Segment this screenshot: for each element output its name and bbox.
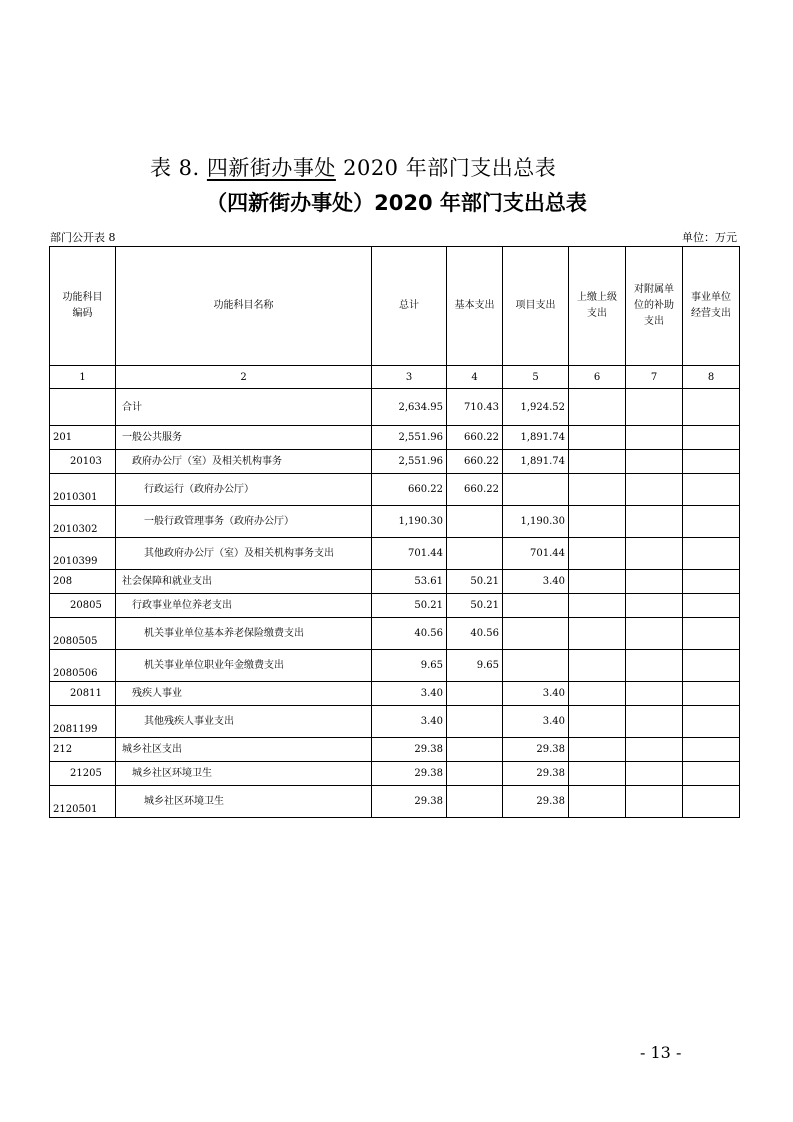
row-total: 2,634.95 <box>372 389 447 426</box>
table-row <box>50 450 740 474</box>
table-label: 部门公开表 8 <box>50 231 116 244</box>
column-index-row <box>50 366 740 389</box>
row-code: 2010399 <box>50 538 116 570</box>
row-code: 2010302 <box>50 506 116 538</box>
row-upper <box>569 594 626 618</box>
column-index: 5 <box>503 366 569 389</box>
column-index: 2 <box>116 366 372 389</box>
header-code: 功能科目编码 <box>50 247 116 366</box>
row-code: 20805 <box>50 594 116 618</box>
row-upper <box>569 450 626 474</box>
row-total: 2,551.96 <box>372 426 447 450</box>
row-code: 208 <box>50 570 116 594</box>
row-basic: 660.22 <box>447 474 503 506</box>
row-upper <box>569 762 626 786</box>
row-code: 2120501 <box>50 786 116 818</box>
table-row <box>50 650 740 682</box>
row-name: 城乡社区支出 <box>116 738 372 762</box>
row-code: 20103 <box>50 450 116 474</box>
table-row <box>50 762 740 786</box>
row-project: 1,891.74 <box>503 426 569 450</box>
row-basic <box>447 762 503 786</box>
row-code: 2080505 <box>50 618 116 650</box>
row-basic <box>447 786 503 818</box>
column-index: 6 <box>569 366 626 389</box>
table-row <box>50 618 740 650</box>
row-code: 20811 <box>50 682 116 706</box>
page-number: - 13 - <box>640 1043 682 1062</box>
row-subsidy <box>626 650 683 682</box>
row-business <box>683 738 740 762</box>
row-upper <box>569 474 626 506</box>
row-total: 29.38 <box>372 786 447 818</box>
row-basic: 660.22 <box>447 450 503 474</box>
row-project <box>503 594 569 618</box>
row-name: 一般行政管理事务（政府办公厅） <box>116 506 372 538</box>
row-subsidy <box>626 618 683 650</box>
row-project: 1,891.74 <box>503 450 569 474</box>
row-name: 城乡社区环境卫生 <box>116 786 372 818</box>
table-row <box>50 506 740 538</box>
row-basic <box>447 682 503 706</box>
row-upper <box>569 426 626 450</box>
table-row <box>50 570 740 594</box>
row-business <box>683 706 740 738</box>
header-basic: 基本支出 <box>447 247 503 366</box>
caption-unit-name: 四新街办事处 <box>206 156 336 180</box>
row-subsidy <box>626 786 683 818</box>
row-subsidy <box>626 474 683 506</box>
header-project: 项目支出 <box>503 247 569 366</box>
row-name: 机关事业单位职业年金缴费支出 <box>116 650 372 682</box>
row-name: 其他政府办公厅（室）及相关机构事务支出 <box>116 538 372 570</box>
unit-label: 单位：万元 <box>682 231 737 244</box>
row-subsidy <box>626 570 683 594</box>
row-business <box>683 618 740 650</box>
table-caption <box>150 152 556 182</box>
table-row <box>50 706 740 738</box>
row-total: 50.21 <box>372 594 447 618</box>
row-name: 城乡社区环境卫生 <box>116 762 372 786</box>
row-project: 701.44 <box>503 538 569 570</box>
table-row <box>50 389 740 426</box>
row-total: 3.40 <box>372 706 447 738</box>
row-project: 3.40 <box>503 706 569 738</box>
row-project: 29.38 <box>503 786 569 818</box>
row-business <box>683 538 740 570</box>
column-index: 1 <box>50 366 116 389</box>
header-name: 功能科目名称 <box>116 247 372 366</box>
table-row <box>50 594 740 618</box>
row-project: 1,924.52 <box>503 389 569 426</box>
column-index: 3 <box>372 366 447 389</box>
row-name: 一般公共服务 <box>116 426 372 450</box>
row-project: 29.38 <box>503 762 569 786</box>
header-subsidy: 对附属单位的补助支出 <box>626 247 683 366</box>
column-index: 8 <box>683 366 740 389</box>
table-row <box>50 738 740 762</box>
row-business <box>683 426 740 450</box>
row-name: 合计 <box>116 389 372 426</box>
row-subsidy <box>626 682 683 706</box>
row-business <box>683 786 740 818</box>
caption-suffix: 2020 年部门支出总表 <box>343 156 557 180</box>
row-basic <box>447 738 503 762</box>
row-business <box>683 389 740 426</box>
row-name: 机关事业单位基本养老保险缴费支出 <box>116 618 372 650</box>
row-business <box>683 650 740 682</box>
row-total: 9.65 <box>372 650 447 682</box>
row-total: 29.38 <box>372 762 447 786</box>
row-subsidy <box>626 738 683 762</box>
row-code <box>50 389 116 426</box>
row-total: 2,551.96 <box>372 450 447 474</box>
row-business <box>683 594 740 618</box>
row-subsidy <box>626 426 683 450</box>
row-code: 21205 <box>50 762 116 786</box>
row-name: 社会保障和就业支出 <box>116 570 372 594</box>
row-total: 1,190.30 <box>372 506 447 538</box>
row-total: 3.40 <box>372 682 447 706</box>
row-business <box>683 762 740 786</box>
page-title: （四新街办事处）2020 年部门支出总表 <box>206 191 587 215</box>
row-upper <box>569 389 626 426</box>
table-row <box>50 426 740 450</box>
row-basic: 40.56 <box>447 618 503 650</box>
row-upper <box>569 682 626 706</box>
row-upper <box>569 706 626 738</box>
row-name: 其他残疾人事业支出 <box>116 706 372 738</box>
row-business <box>683 474 740 506</box>
row-basic: 710.43 <box>447 389 503 426</box>
column-index: 4 <box>447 366 503 389</box>
row-project: 1,190.30 <box>503 506 569 538</box>
row-basic: 50.21 <box>447 594 503 618</box>
row-business <box>683 570 740 594</box>
row-upper <box>569 650 626 682</box>
header-row <box>50 247 740 366</box>
column-index: 7 <box>626 366 683 389</box>
row-basic <box>447 538 503 570</box>
row-subsidy <box>626 706 683 738</box>
row-total: 53.61 <box>372 570 447 594</box>
table-row <box>50 474 740 506</box>
row-name: 残疾人事业 <box>116 682 372 706</box>
row-name: 行政事业单位养老支出 <box>116 594 372 618</box>
header-total: 总计 <box>372 247 447 366</box>
row-project <box>503 618 569 650</box>
row-business <box>683 506 740 538</box>
row-basic: 50.21 <box>447 570 503 594</box>
row-code: 2010301 <box>50 474 116 506</box>
table-body <box>50 389 740 818</box>
row-project: 3.40 <box>503 570 569 594</box>
row-name: 行政运行（政府办公厅） <box>116 474 372 506</box>
row-total: 40.56 <box>372 618 447 650</box>
row-basic <box>447 706 503 738</box>
row-project <box>503 650 569 682</box>
row-upper <box>569 786 626 818</box>
table-row <box>50 786 740 818</box>
row-basic: 660.22 <box>447 426 503 450</box>
row-total: 29.38 <box>372 738 447 762</box>
table-row <box>50 682 740 706</box>
row-upper <box>569 538 626 570</box>
header-business: 事业单位经营支出 <box>683 247 740 366</box>
row-subsidy <box>626 762 683 786</box>
row-project: 29.38 <box>503 738 569 762</box>
row-subsidy <box>626 506 683 538</box>
row-subsidy <box>626 389 683 426</box>
expenditure-table <box>49 246 740 818</box>
row-subsidy <box>626 594 683 618</box>
row-project <box>503 474 569 506</box>
row-upper <box>569 506 626 538</box>
row-business <box>683 682 740 706</box>
row-code: 212 <box>50 738 116 762</box>
table-row <box>50 538 740 570</box>
row-basic: 9.65 <box>447 650 503 682</box>
row-code: 201 <box>50 426 116 450</box>
row-basic <box>447 506 503 538</box>
row-code: 2081199 <box>50 706 116 738</box>
row-code: 2080506 <box>50 650 116 682</box>
caption-prefix: 表 8. <box>150 156 200 180</box>
row-upper <box>569 738 626 762</box>
row-total: 660.22 <box>372 474 447 506</box>
header-upper: 上缴上级支出 <box>569 247 626 366</box>
row-upper <box>569 570 626 594</box>
row-business <box>683 450 740 474</box>
row-subsidy <box>626 450 683 474</box>
row-name: 政府办公厅（室）及相关机构事务 <box>116 450 372 474</box>
row-upper <box>569 618 626 650</box>
row-project: 3.40 <box>503 682 569 706</box>
row-subsidy <box>626 538 683 570</box>
row-total: 701.44 <box>372 538 447 570</box>
